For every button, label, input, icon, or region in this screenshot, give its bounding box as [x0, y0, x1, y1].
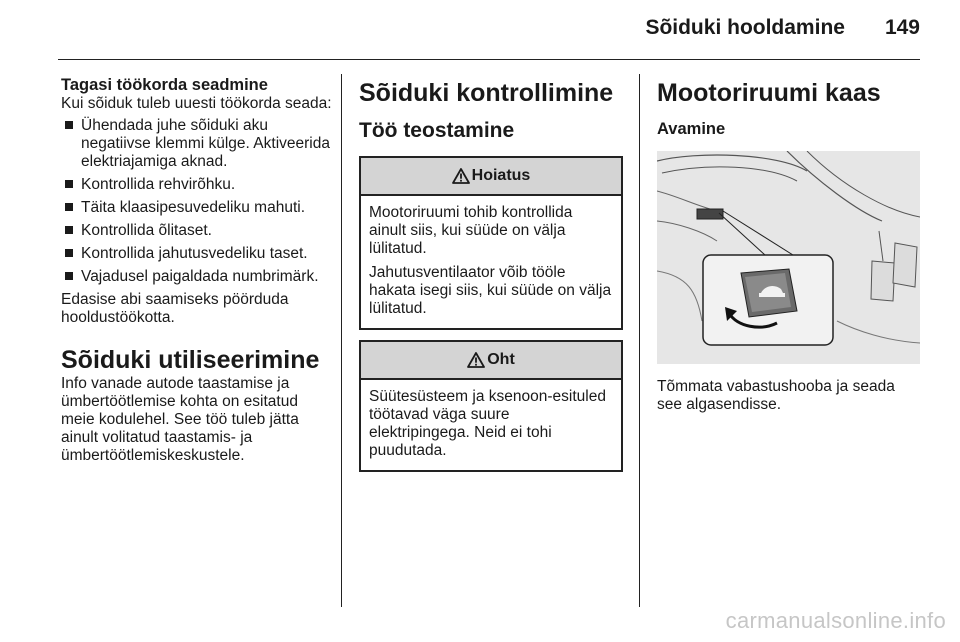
- figure-caption: Tõmmata vabastushooba ja seada see algasendisse.: [657, 378, 895, 413]
- square-bullet-icon: [65, 226, 73, 234]
- warning-paragraph: Mootoriruumi tohib kontrollida ainult siis, kui süüde on välja lülitatud.: [369, 204, 573, 257]
- section-heading-disposal: Sõiduki utiliseerimine: [61, 346, 320, 374]
- warning-box: [359, 156, 623, 330]
- warning-triangle-icon: [452, 168, 470, 184]
- subheading-work: Töö teostamine: [359, 119, 515, 142]
- danger-box-title: Oht: [487, 351, 515, 368]
- danger-box-body: [361, 380, 621, 470]
- warning-box-body: [361, 196, 621, 328]
- section-intro: Kui sõiduk tuleb uuesti töökorda seada:: [61, 95, 332, 112]
- list-item: Kontrollida õlitaset.: [61, 222, 333, 240]
- square-bullet-icon: [65, 180, 73, 188]
- section-heading-inspection: Sõiduki kontrollimine: [359, 79, 614, 107]
- danger-paragraph: Süütesüsteem ja ksenoon-esituled töötavad väga suure elektripingega. Neid ei tohi puudutada.: [369, 388, 606, 459]
- list-item: Kontrollida jahutusvedeliku taset.: [61, 245, 333, 263]
- checklist: [61, 117, 333, 286]
- danger-box: [359, 340, 623, 472]
- page-number: 149: [884, 16, 920, 39]
- square-bullet-icon: [65, 203, 73, 211]
- column-1: [61, 76, 333, 465]
- column-2: [359, 76, 623, 472]
- warning-box-title: Hoiatus: [471, 167, 531, 184]
- section-heading-hood: Mootoriruumi kaas: [657, 79, 881, 107]
- disposal-text: Info vanade autode taastamise ja ümbertöötlemise kohta on esitatud meie kodulehel. See töö tuleb jätta ainult volitatud taastamis- ja ümbertöötlemiskeskustele.: [61, 375, 299, 464]
- hood-release-lever-illustration: [657, 151, 920, 364]
- section-heading-restore: Tagasi töökorda seadmine: [61, 76, 268, 94]
- column-3: [657, 76, 920, 414]
- square-bullet-icon: [65, 121, 73, 129]
- section-outro: Edasise abi saamiseks pöörduda hooldustöökotta.: [61, 291, 289, 326]
- column-divider-2: [639, 74, 640, 607]
- watermark: carmanualsonline.info: [725, 608, 946, 633]
- warning-box-header: [361, 158, 621, 196]
- warning-triangle-icon: [467, 352, 485, 368]
- square-bullet-icon: [65, 272, 73, 280]
- list-item: Täita klaasipesuvedeliku mahuti.: [61, 199, 333, 217]
- square-bullet-icon: [65, 249, 73, 257]
- list-item: Ühendada juhe sõiduki aku negatiivse klemmi külge. Aktiveerida elektriajamiga aknad.: [61, 117, 333, 171]
- page-header: [645, 16, 920, 46]
- header-rule: [58, 59, 920, 60]
- column-divider-1: [341, 74, 342, 607]
- subheading-opening: Avamine: [657, 120, 726, 138]
- list-item: Vajadusel paigaldada numbrimärk.: [61, 268, 333, 286]
- warning-paragraph: Jahutusventilaator võib tööle hakata isegi siis, kui süüde on välja lülitatud.: [369, 264, 612, 317]
- hood-release-figure: [657, 151, 920, 364]
- danger-box-header: [361, 342, 621, 380]
- chapter-title: Sõiduki hooldamine: [645, 16, 845, 39]
- list-item: Kontrollida rehvirõhku.: [61, 176, 333, 194]
